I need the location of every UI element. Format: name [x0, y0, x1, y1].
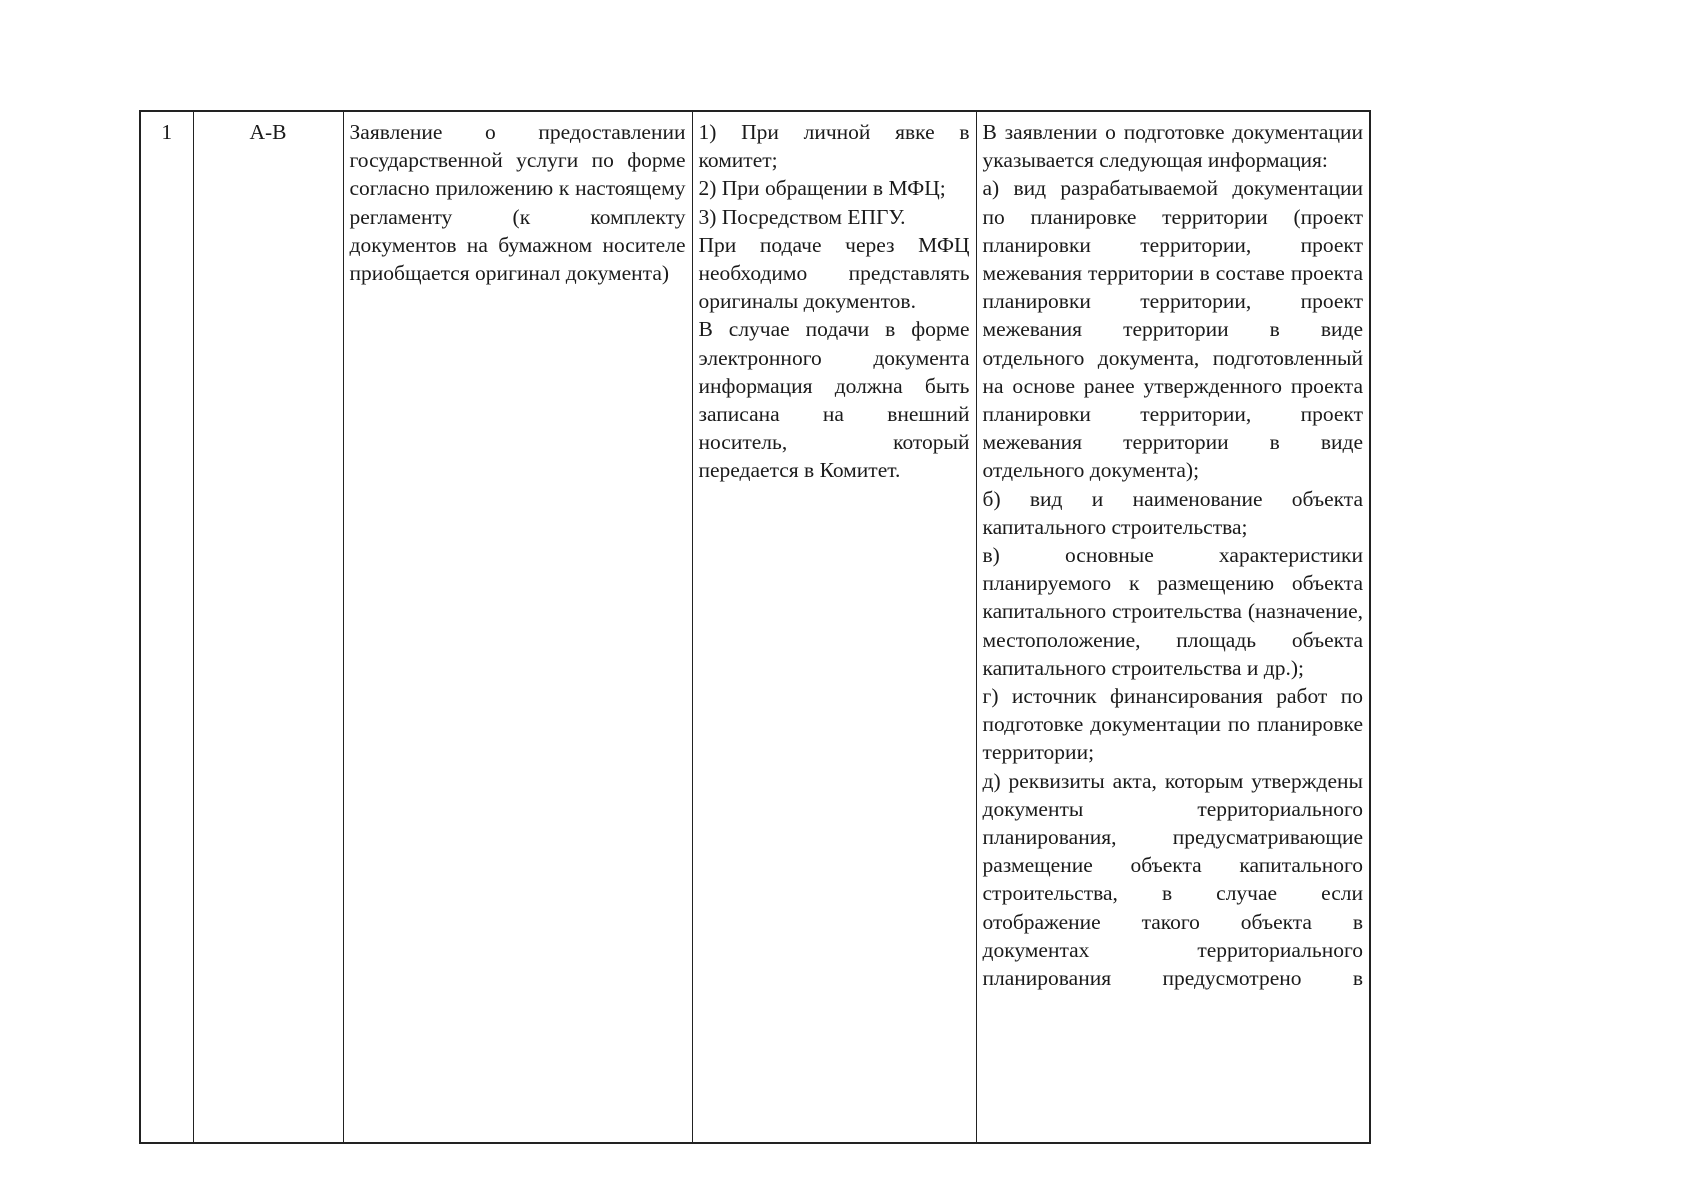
requirement-v: в) основные характеристики планируемого к размещению объекта капитального строительства (назначение, местоположение, площадь объекта капитального строительства и др.); [982, 543, 1363, 680]
document-description: Заявление о предоставлении государственной услуги по форме согласно приложению к настоящему регламенту (к комплекту документов на бумажном носителе приобщается оригинал документа) [349, 120, 686, 286]
requirements-intro: В заявлении о подготовке документации указывается следующая информация: [982, 120, 1363, 173]
row-number-cell [140, 111, 193, 1143]
submission-item-3: 3) Посредством ЕПГУ. [698, 204, 906, 229]
row-number: 1 [161, 120, 173, 144]
submission-item-2: 2) При обращении в МФЦ; [698, 176, 946, 201]
requirements-table [139, 110, 1371, 1144]
requirement-b: б) вид и наименование объекта капитального строительства; [982, 486, 1363, 539]
submission-cell [692, 111, 976, 1143]
requirements-cell [976, 111, 1370, 1143]
document-cell [343, 111, 692, 1143]
submission-item-1: 1) При личной явке в комитет; [698, 120, 970, 173]
submission-note-electronic: В случае подачи в форме электронного документа информация должна быть записана на внешний носитель, который передается в Комитет. [698, 317, 970, 483]
table-row [140, 111, 1370, 1143]
requirement-d: д) реквизиты акта, которым утверждены документы территориального планирования, предусматривающие размещение объекта капитального строительства, в случае если отображение такого объекта в документах территориального планирования предусмотрено в [982, 768, 1363, 991]
submission-note-mfc: При подаче через МФЦ необходимо представлять оригиналы документов. [698, 232, 970, 314]
applicant-category: А-В [249, 120, 287, 144]
requirement-g: г) источник финансирования работ по подготовке документации по планировке территории; [982, 684, 1363, 765]
requirement-a: а) вид разрабатываемой документации по планировке территории (проект планировки территории, проект межевания территории в составе проекта планировки территории, проект межевания территории в виде отдельного документа, подготовленный на основе ранее утвержденного проекта планировки территории, проект межевания территории в виде отдельного документа); [982, 176, 1363, 483]
category-cell [193, 111, 343, 1143]
